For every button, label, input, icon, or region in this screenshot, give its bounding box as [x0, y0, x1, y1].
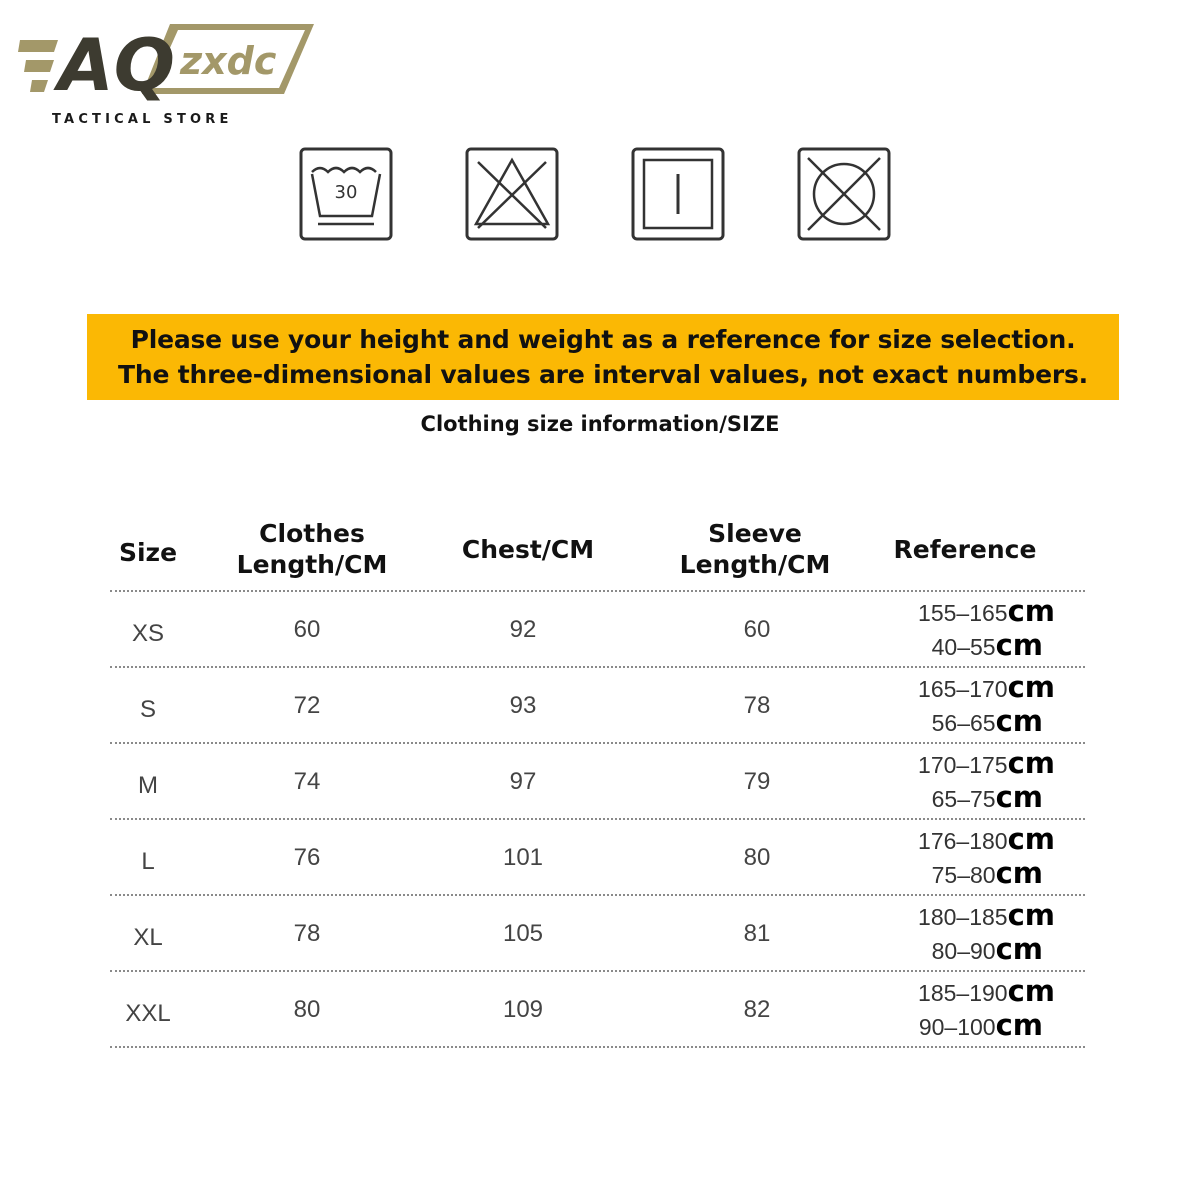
reference-height-unit: cm	[1007, 746, 1055, 780]
cell-size: XXL	[125, 1000, 171, 1027]
reference-weight-value: 90–100	[918, 1014, 996, 1040]
cell-chest: 93	[509, 692, 537, 719]
header-chest: Chest/CM	[461, 535, 595, 564]
cell-sleeve-length: 81	[743, 920, 771, 947]
do-not-bleach-icon	[464, 146, 560, 242]
logo-word: zxdc	[180, 39, 277, 83]
brand-logo	[18, 18, 318, 127]
header-reference: Reference	[893, 535, 1037, 564]
reference-height	[855, 594, 1055, 628]
reference-height-unit: cm	[1007, 594, 1055, 628]
header-size: Size	[118, 538, 178, 567]
cell-size: XL	[133, 924, 163, 951]
cell-size: L	[141, 848, 155, 875]
cell-reference	[855, 594, 1055, 662]
reference-height-value: 170–175	[918, 752, 1008, 778]
reference-weight-value: 65–75	[931, 786, 996, 812]
header-clothes-length-line2: Length/CM	[236, 550, 388, 579]
reference-weight-value: 80–90	[931, 938, 996, 964]
header-sleeve-length-line1: Sleeve	[708, 519, 802, 548]
size-advice-banner	[87, 314, 1119, 400]
cell-sleeve-length: 80	[743, 844, 771, 871]
wash-temperature: 30	[334, 182, 358, 203]
cell-sleeve-length: 78	[743, 692, 771, 719]
reference-height-value: 155–165	[918, 600, 1008, 626]
cell-reference	[855, 822, 1055, 890]
cell-size: XS	[131, 620, 164, 647]
cell-chest: 97	[509, 768, 537, 795]
cell-chest: 101	[502, 844, 544, 871]
cell-reference	[855, 974, 1055, 1042]
banner-line-1: Please use your height and weight as a reference for size selection.	[130, 325, 1076, 354]
cell-reference	[855, 670, 1055, 738]
table-divider	[110, 1046, 1085, 1048]
cell-reference	[855, 898, 1055, 966]
cell-clothes-length: 72	[293, 692, 321, 719]
reference-weight	[855, 628, 1055, 662]
cell-chest: 92	[509, 616, 537, 643]
reference-weight	[855, 932, 1055, 966]
reference-height-unit: cm	[1007, 974, 1055, 1008]
table-title: Clothing size information/SIZE	[420, 412, 780, 436]
reference-height-value: 165–170	[918, 676, 1008, 702]
cell-sleeve-length: 60	[743, 616, 771, 643]
wash-30-icon	[298, 146, 394, 242]
header-sleeve-length-line2: Length/CM	[679, 550, 831, 579]
reference-height-value: 185–190	[918, 980, 1008, 1006]
header-clothes-length-line1: Clothes	[259, 519, 365, 548]
reference-height	[855, 898, 1055, 932]
cell-reference	[855, 746, 1055, 814]
do-not-tumble-dry-icon	[796, 146, 892, 242]
table-row	[110, 896, 1085, 972]
reference-weight	[855, 1008, 1055, 1042]
reference-weight-unit: cm	[995, 628, 1043, 662]
reference-weight-unit: cm	[995, 1008, 1043, 1042]
reference-weight	[855, 780, 1055, 814]
cell-size: M	[138, 772, 158, 799]
cell-sleeve-length: 82	[743, 996, 771, 1023]
logo-letters: AQ	[58, 23, 175, 107]
line-dry-icon	[630, 146, 726, 242]
banner-line-2: The three-dimensional values are interval values, not exact numbers.	[118, 360, 1088, 389]
cell-chest: 105	[502, 920, 544, 947]
table-row	[110, 744, 1085, 820]
reference-weight-unit: cm	[995, 704, 1043, 738]
reference-height-unit: cm	[1007, 898, 1055, 932]
reference-weight-value: 56–65	[931, 710, 996, 736]
reference-height-value: 176–180	[918, 828, 1008, 854]
reference-height	[855, 822, 1055, 856]
reference-height-unit: cm	[1007, 670, 1055, 704]
reference-height-value: 180–185	[918, 904, 1008, 930]
header-clothes-length	[222, 518, 402, 580]
cell-chest: 109	[502, 996, 544, 1023]
table-row	[110, 820, 1085, 896]
cell-sleeve-length: 79	[743, 768, 771, 795]
reference-weight-value: 75–80	[931, 862, 996, 888]
reference-height-unit: cm	[1007, 822, 1055, 856]
reference-weight	[855, 704, 1055, 738]
cell-clothes-length: 60	[293, 616, 321, 643]
cell-clothes-length: 74	[293, 768, 321, 795]
logo-tagline: TACTICAL STORE	[52, 112, 233, 127]
header-sleeve-length	[665, 518, 845, 580]
table-row	[110, 972, 1085, 1048]
reference-weight-unit: cm	[995, 932, 1043, 966]
reference-weight-unit: cm	[995, 780, 1043, 814]
reference-weight	[855, 856, 1055, 890]
logo-graphic	[18, 18, 318, 108]
care-icons-row	[296, 146, 896, 242]
reference-height	[855, 746, 1055, 780]
reference-weight-unit: cm	[995, 856, 1043, 890]
table-row	[110, 592, 1085, 668]
cell-clothes-length: 80	[293, 996, 321, 1023]
reference-height	[855, 974, 1055, 1008]
cell-clothes-length: 78	[293, 920, 321, 947]
reference-weight-value: 40–55	[931, 634, 996, 660]
table-row	[110, 668, 1085, 744]
reference-height	[855, 670, 1055, 704]
cell-size: S	[139, 696, 156, 723]
cell-clothes-length: 76	[293, 844, 321, 871]
